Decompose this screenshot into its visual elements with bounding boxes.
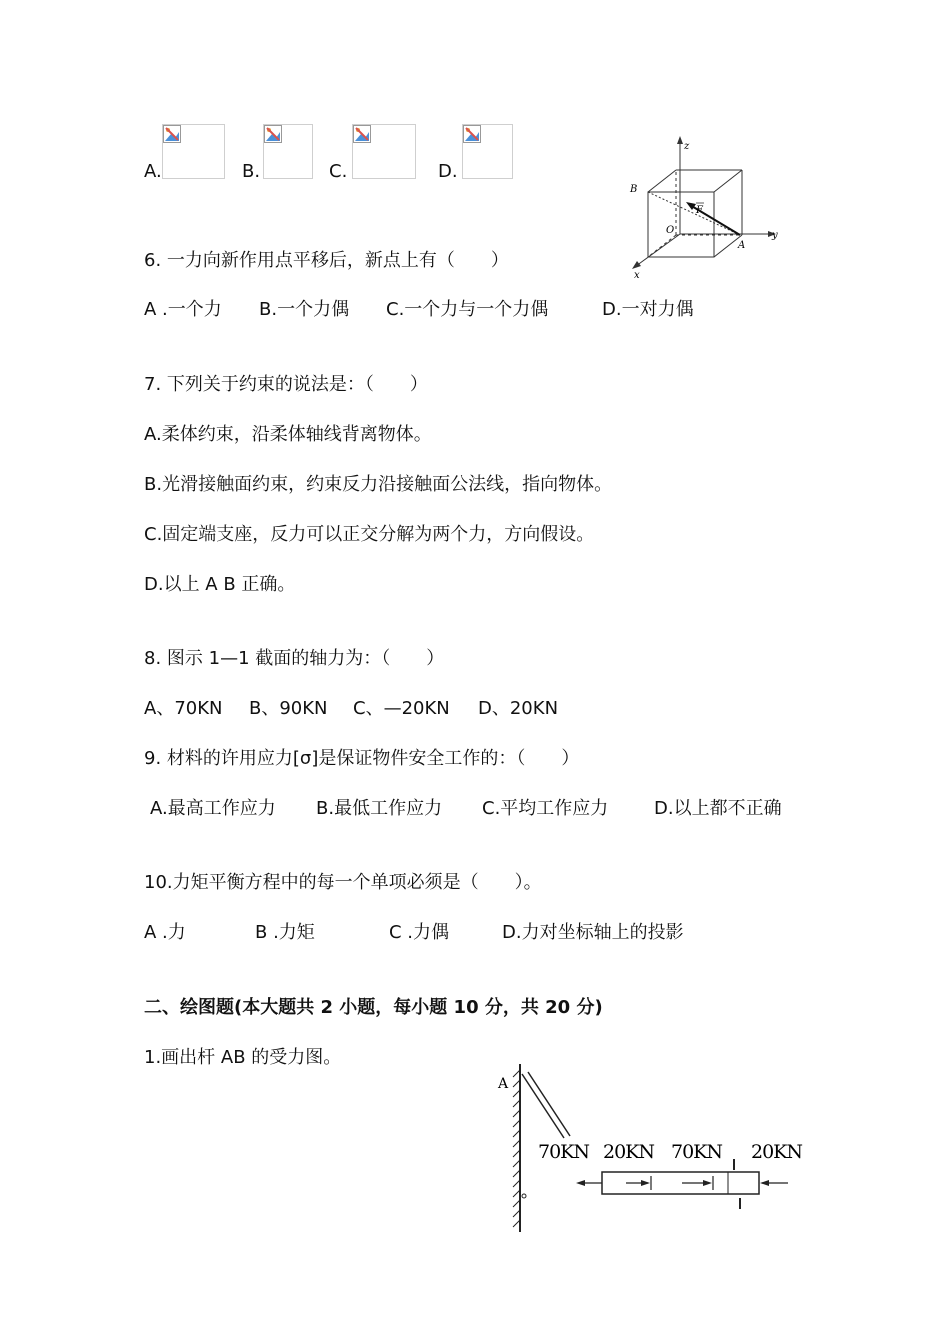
q10-option-c: C .力偶 — [389, 922, 450, 943]
q5-option-a-image — [162, 124, 225, 179]
q5-option-d-image — [462, 124, 513, 179]
broken-image-icon — [264, 125, 282, 143]
section-2-title: 二、绘图题(本大题共 2 小题，每小题 10 分，共 20 分) — [144, 997, 603, 1018]
q5-option-b-image — [263, 124, 313, 179]
q5-option-a-label: A. — [144, 161, 162, 182]
q8-option-b: B、90KN — [249, 698, 328, 719]
point-b-label: B — [630, 184, 638, 195]
load-20kn-right: 20KN — [751, 1141, 802, 1163]
q5-option-c-label: C. — [329, 161, 348, 182]
q10-option-d: D.力对坐标轴上的投影 — [502, 922, 684, 943]
q9-option-a: A.最高工作应力 — [150, 798, 276, 819]
broken-image-icon — [353, 125, 371, 143]
q6-option-b: B.一个力偶 — [259, 299, 350, 320]
q5-option-b-label: B. — [242, 161, 261, 182]
q6-option-a: A .一个力 — [144, 299, 222, 320]
q5-option-c-image — [352, 124, 416, 179]
q10-stem: 10.力矩平衡方程中的每一个单项必须是（ ）。 — [144, 872, 542, 893]
x-axis-label: x — [634, 270, 640, 280]
q8-stem: 8. 图示 1—1 截面的轴力为：（ ） — [144, 648, 445, 669]
point-a-label: A — [498, 1076, 509, 1092]
q6-stem: 6. 一力向新作用点平移后，新点上有（ ） — [144, 250, 509, 271]
q9-option-d: D.以上都不正确 — [654, 798, 782, 819]
q9-stem: 9. 材料的许用应力[σ]是保证物件安全工作的：（ ） — [144, 748, 580, 769]
q10-option-a: A .力 — [144, 922, 186, 943]
section-2-q1: 1.画出杆 AB 的受力图。 — [144, 1047, 342, 1068]
point-a-label: A — [738, 240, 746, 251]
q7-option-b: B.光滑接触面约束，约束反力沿接触面公法线，指向物体。 — [144, 474, 613, 495]
axial-bar-figure — [530, 1135, 815, 1215]
load-70kn-mid: 70KN — [671, 1141, 722, 1163]
q7-stem: 7. 下列关于约束的说法是：（ ） — [144, 374, 428, 395]
load-20kn-1: 20KN — [603, 1141, 654, 1163]
q6-option-c: C.一个力与一个力偶 — [386, 299, 549, 320]
q5-option-d-label: D. — [438, 161, 458, 182]
q9-option-b: B.最低工作应力 — [316, 798, 443, 819]
q7-option-a: A.柔体约束，沿柔体轴线背离物体。 — [144, 424, 432, 445]
cube-axis-figure — [620, 130, 790, 280]
origin-label: O — [666, 225, 675, 236]
q8-option-c: C、—20KN — [353, 698, 450, 719]
q9-option-c: C.平均工作应力 — [482, 798, 609, 819]
q8-option-a: A、70KN — [144, 698, 223, 719]
q8-option-d: D、20KN — [478, 698, 559, 719]
load-70kn-left: 70KN — [538, 1141, 589, 1163]
q7-option-c: C.固定端支座，反力可以正交分解为两个力，方向假设。 — [144, 524, 595, 545]
q10-option-b: B .力矩 — [255, 922, 315, 943]
broken-image-icon — [163, 125, 181, 143]
y-axis-label: y — [772, 230, 778, 241]
q6-option-d: D.一对力偶 — [602, 299, 694, 320]
broken-image-icon — [463, 125, 481, 143]
z-axis-label: z — [684, 141, 690, 152]
q7-option-d: D.以上 A B 正确。 — [144, 574, 296, 595]
force-label: F — [696, 205, 703, 216]
